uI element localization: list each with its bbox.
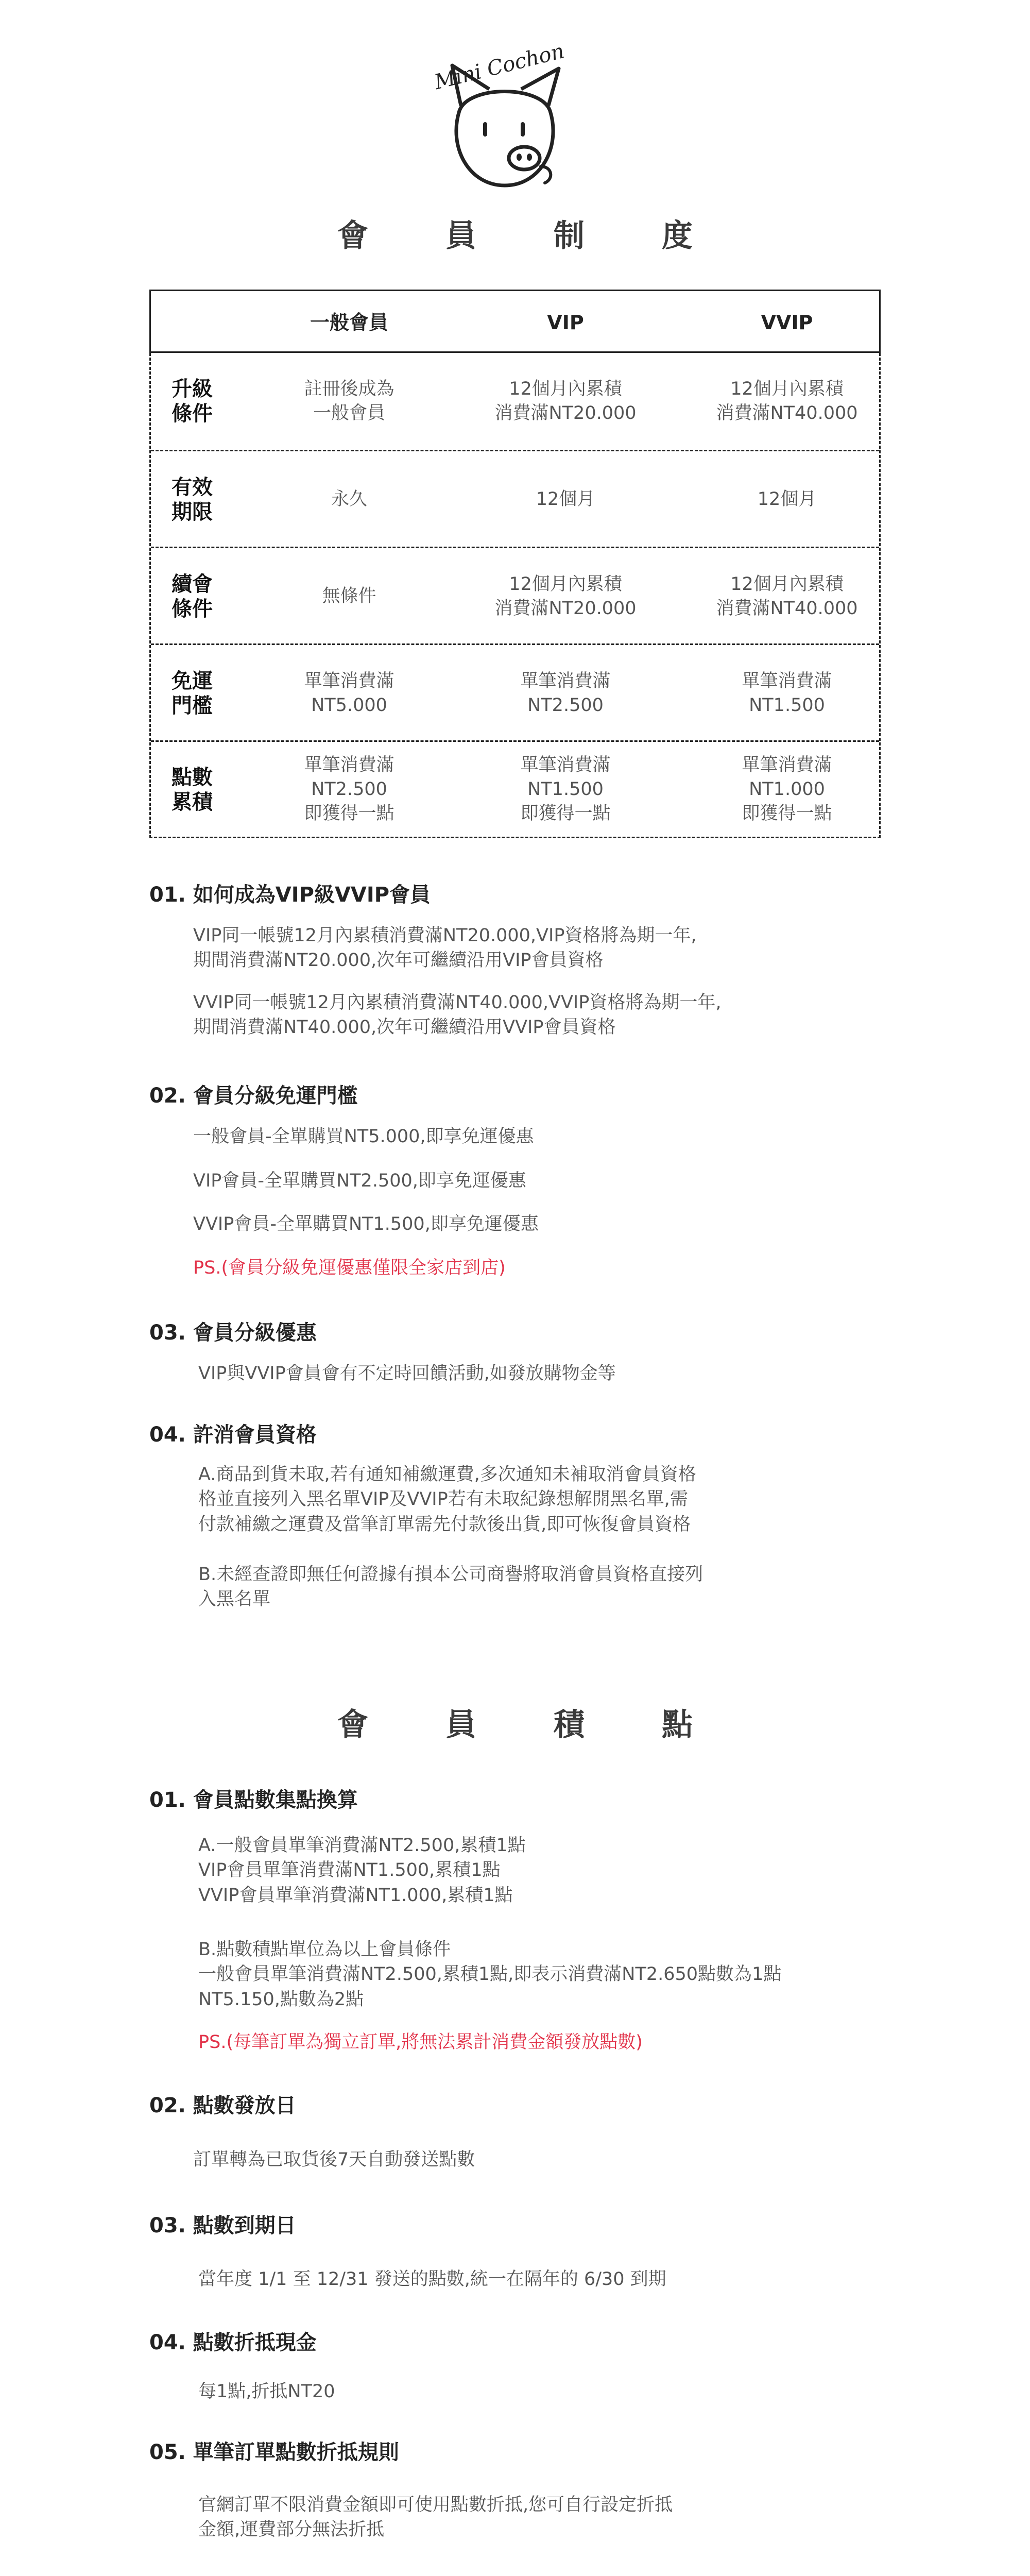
table-cell: 單筆消費滿 NT2.500 [520, 670, 611, 716]
table-cell: 註冊後成為 一般會員 [304, 378, 394, 423]
column-header-regular: 一般會員 [310, 311, 388, 334]
paragraph: 訂單轉為已取貨後7天自動發送點數 [193, 2149, 475, 2170]
table-row-renewal [151, 547, 879, 645]
table-cell: 單筆消費滿 NT1.500 即獲得一點 [520, 754, 611, 824]
row-label: 有效 期限 [171, 476, 213, 524]
paragraph: 每1點,折抵NT20 [198, 2381, 335, 2402]
table-row-upgrade [151, 353, 879, 450]
row-label: 續會 條件 [171, 572, 213, 621]
table-row-free-shipping [151, 643, 879, 742]
paragraph: B.點數積點單位為以上會員條件 一般會員單筆消費滿NT2.500,累積1點,即表示消費滿NT2.650點數為1點 NT5.150,點數為2點 [198, 1939, 782, 2010]
paragraph: 當年度 1/1 至 12/31 發送的點數,統一在隔年的 6/30 到期 [198, 2269, 666, 2290]
table-body [149, 353, 881, 838]
paragraph: VIP會員-全單購買NT2.500,即享免運優惠 [193, 1171, 526, 1191]
heading-points-conversion: 01. 會員點數集點換算 [149, 1788, 358, 1812]
heading-cancel-membership: 04. 許消會員資格 [149, 1423, 317, 1447]
paragraph: 一般會員-全單購買NT5.000,即享免運優惠 [193, 1126, 534, 1147]
table-cell: 12個月內累積 消費滿NT40.000 [716, 378, 858, 423]
column-header-vvip: VVIP [761, 311, 813, 334]
points-title: 會員積點 [337, 1707, 770, 1743]
table-cell: 無條件 [322, 586, 376, 607]
membership-title: 會員制度 [337, 218, 770, 254]
paragraph: A.一般會員單筆消費滿NT2.500,累積1點 VIP會員單筆消費滿NT1.500,累積1點 VVIP會員單筆消費滿NT1.000,累積1點 [198, 1835, 526, 1906]
heading-points-cash: 04. 點數折抵現金 [149, 2331, 317, 2354]
heading-member-benefits: 03. 會員分級優惠 [149, 1321, 317, 1345]
paragraph: VVIP會員-全單購買NT1.500,即享免運優惠 [193, 1214, 539, 1234]
table-row-points [151, 740, 879, 837]
paragraph: B.未經查證即無任何證據有損本公司商譽將取消會員資格直接列 入黑名單 [198, 1564, 703, 1610]
table-row-validity [151, 450, 879, 548]
table-cell: 永久 [331, 489, 367, 510]
table-header [149, 290, 881, 353]
table-cell: 單筆消費滿 NT1.000 即獲得一點 [742, 754, 832, 824]
row-label: 點數 累積 [171, 765, 213, 814]
table-cell: 單筆消費滿 NT5.000 [304, 670, 394, 716]
table-cell: 單筆消費滿 NT1.500 [742, 670, 832, 716]
heading-points-issue-date: 02. 點數發放日 [149, 2094, 296, 2117]
heading-how-to-become-vip: 01. 如何成為VIP級VVIP會員 [149, 883, 431, 907]
note-red: PS.(每筆訂單為獨立訂單,將無法累計消費金額發放點數) [198, 2032, 643, 2053]
paragraph: VIP同一帳號12月內累積消費滿NT20.000,VIP資格將為期一年, 期間消費滿NT20.000,次年可繼續沿用VIP會員資格 [193, 925, 697, 971]
table-cell: 12個月內累積 消費滿NT20.000 [494, 573, 637, 619]
table-cell: 12個月內累積 消費滿NT20.000 [494, 378, 637, 423]
heading-free-shipping-threshold: 02. 會員分級免運門檻 [149, 1084, 358, 1108]
paragraph: VIP與VVIP會員會有不定時回饋活動,如發放購物金等 [198, 1363, 616, 1384]
column-header-vip: VIP [547, 311, 584, 334]
paragraph: VVIP同一帳號12月內累積消費滿NT40.000,VVIP資格將為期一年, 期間消費滿NT40.000,次年可繼續沿用VVIP會員資格 [193, 992, 722, 1038]
table-cell: 單筆消費滿 NT2.500 即獲得一點 [304, 754, 394, 824]
brand-logo [412, 28, 597, 198]
row-label: 免運 門檻 [171, 669, 213, 718]
table-cell: 12個月內累積 消費滿NT40.000 [716, 573, 858, 619]
heading-points-no-refund [149, 2571, 420, 2576]
paragraph: A.商品到貨未取,若有通知補繳運費,多次通知未補取消會員資格 格並直接列入黑名單VIP及VVIP若有未取紀錄想解開黑名單,需 付款補繳之運費及當筆訂單需先付款後出貨,即可恢復會員資格 [198, 1464, 696, 1535]
table-cell: 12個月 [757, 489, 817, 510]
heading-points-expiry: 03. 點數到期日 [149, 2214, 296, 2238]
heading-points-order-rules: 05. 單筆訂單點數折抵規則 [149, 2441, 399, 2464]
pig-icon [412, 28, 597, 198]
paragraph: 官網訂單不限消費金額即可使用點數折抵,您可自行設定折抵 金額,運費部分無法折抵 [198, 2495, 673, 2540]
row-label: 升級 條件 [171, 377, 213, 426]
membership-table [149, 290, 881, 838]
table-cell: 12個月 [536, 489, 595, 510]
logo-text: Mini Cochon [432, 39, 567, 95]
note-red: PS.(會員分級免運優惠僅限全家店到店) [193, 1258, 506, 1278]
